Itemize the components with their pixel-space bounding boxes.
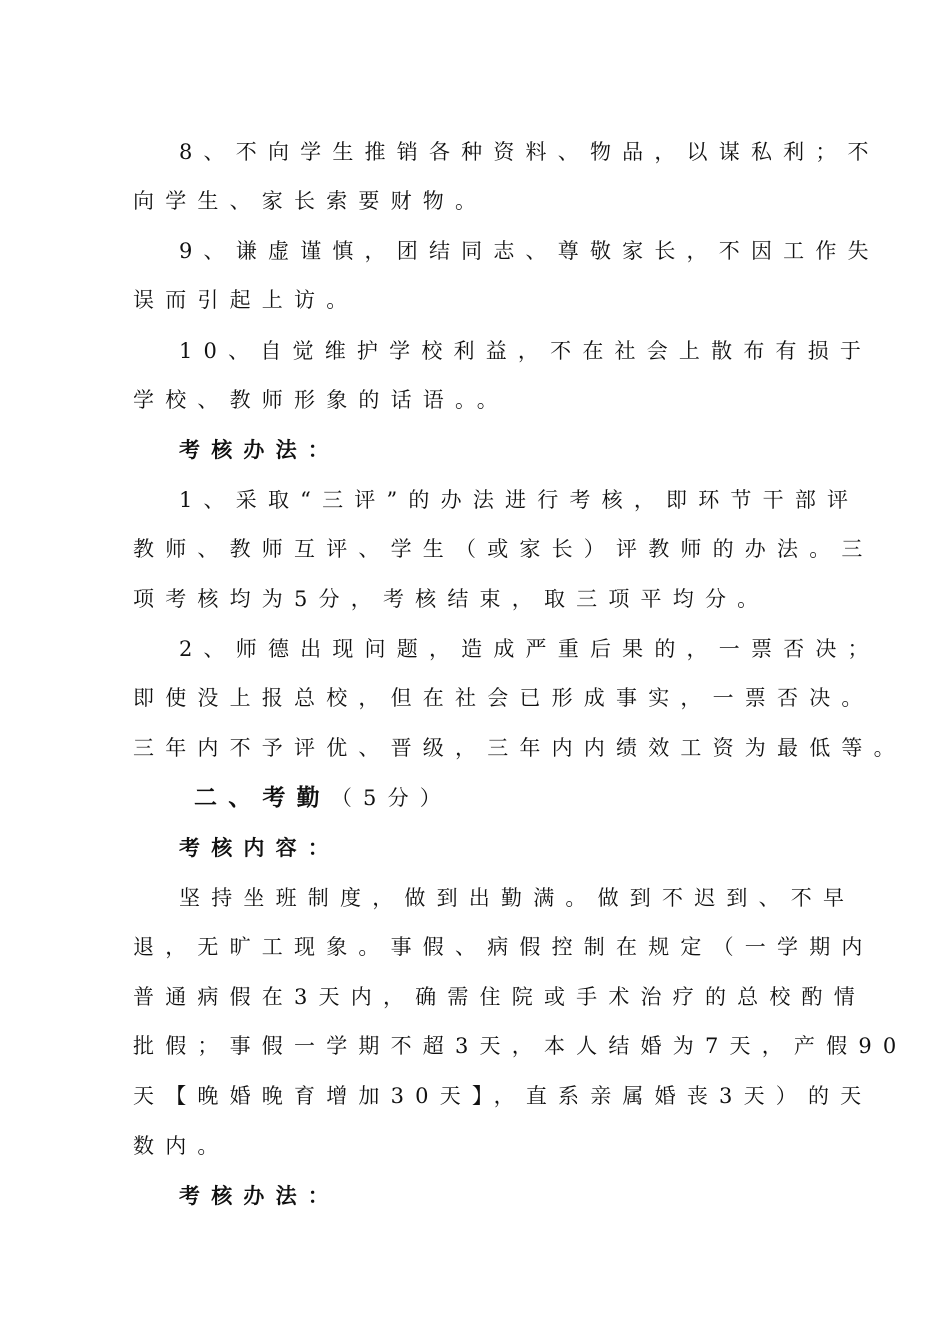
paragraph-line: 天【晚婚晚育增加30天】，直系亲属婚丧3天）的天: [133, 1084, 873, 1108]
paragraph-line: 数内。: [133, 1134, 230, 1158]
paragraph-line: 三年内不予评优、晋级，三年内内绩效工资为最低等。: [133, 736, 906, 760]
subheading-assessment-content: 考核内容：: [179, 835, 340, 860]
section-heading-attendance: [194, 783, 452, 813]
subheading-assessment-method: 考核办法：: [179, 437, 340, 462]
paragraph-line: 向学生、家长索要财物。: [133, 189, 488, 213]
paragraph-line: 普通病假在3天内，确需住院或手术治疗的总校酌情: [133, 985, 866, 1009]
paragraph-line: 8、不向学生推销各种资料、物品，以谋私利；不: [179, 140, 880, 164]
paragraph-line: 2、师德出现问题，造成严重后果的，一票否决；: [179, 637, 880, 661]
paragraph-line: 退，无旷工现象。事假、病假控制在规定（一学期内: [133, 935, 874, 959]
paragraph-line: 坚持坐班制度，做到出勤满。做到不迟到、不早: [179, 886, 856, 910]
section-title: 二、考勤: [194, 784, 331, 811]
paragraph-line: 批假；事假一学期不超3天，本人结婚为7天，产假90: [133, 1034, 908, 1058]
paragraph-line: 项考核均为5分，考核结束，取三项平均分。: [133, 587, 770, 611]
paragraph-line: 教师、教师互评、学生（或家长）评教师的办法。三: [133, 537, 874, 561]
paragraph-line: 误而引起上访。: [133, 288, 359, 312]
subheading-assessment-method: 考核办法：: [179, 1183, 340, 1208]
paragraph-line: 9、谦虚谨慎，团结同志、尊敬家长，不因工作失: [179, 239, 880, 263]
paragraph-line: 10、自觉维护学校利益，不在社会上散布有损于: [179, 339, 873, 363]
paragraph-line: 即使没上报总校，但在社会已形成事实，一票否决。: [133, 686, 874, 710]
section-score: （5分）: [330, 786, 452, 810]
paragraph-line: 1、采取“三评”的办法进行考核，即环节干部评: [179, 488, 860, 512]
paragraph-line: 学校、教师形象的话语。。: [133, 388, 509, 412]
